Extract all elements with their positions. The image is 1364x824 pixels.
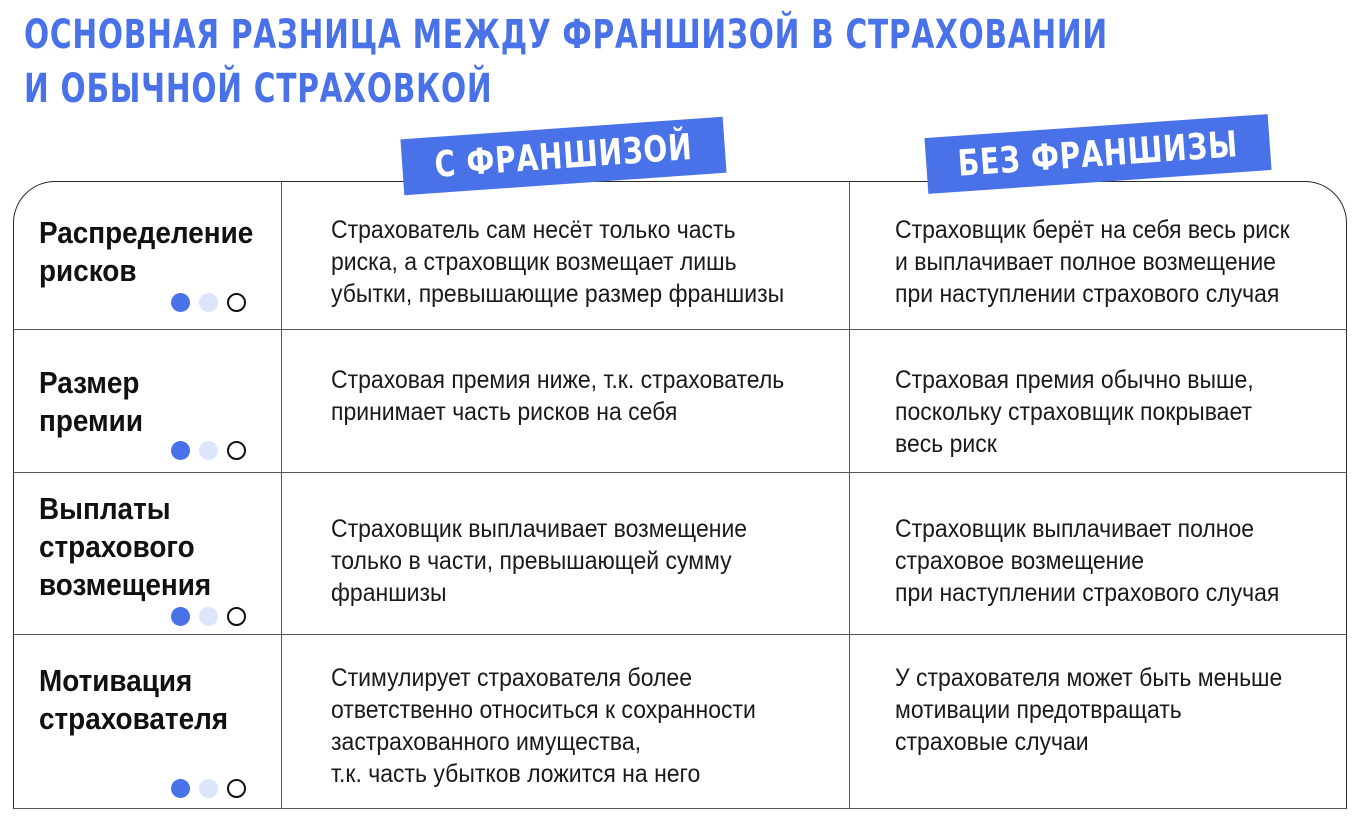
cell-without-compensation-payments: Страховщик выплачивает полное страховое возмещение при наступлении страхового случая	[895, 515, 1280, 607]
cell-without-premium-size: Страховая премия обычно выше, поскольку страховщик покрывает весь риск	[895, 366, 1254, 458]
rating-dot-outline-icon	[227, 293, 246, 312]
page-title-line-1: ОСНОВНАЯ РАЗНИЦА МЕЖДУ ФРАНШИЗОЙ В СТРАХОВАНИИ	[24, 12, 1108, 58]
rating-dot-filled-icon	[171, 779, 190, 798]
rating-dots	[171, 293, 246, 312]
rating-dot-light-icon	[199, 441, 218, 460]
row-label-premium-size: Размер премии	[39, 365, 143, 438]
rating-dot-light-icon	[199, 293, 218, 312]
column-divider-2	[849, 181, 850, 809]
page-title-line-2: И ОБЫЧНОЙ СТРАХОВКОЙ	[24, 66, 493, 112]
cell-without-policyholder-motivation: У страхователя может быть меньше мотивации предотвращать страховые случаи	[895, 664, 1283, 756]
rating-dot-outline-icon	[227, 607, 246, 626]
cell-with-compensation-payments: Страховщик выплачивает возмещение только в части, превышающей сумму франшизы	[331, 515, 748, 607]
cell-with-premium-size: Страховая премия ниже, т.к. страхователь принимает часть рисков на себя	[331, 366, 785, 426]
rating-dot-outline-icon	[227, 441, 246, 460]
rating-dot-light-icon	[199, 607, 218, 626]
rating-dot-light-icon	[199, 779, 218, 798]
cell-with-risk-distribution: Страхователь сам несёт только часть риска, а страховщик возмещает лишь убытки, превышающие размер франшизы	[331, 216, 785, 308]
row-label-compensation-payments: Выплаты страхового возмещения	[39, 491, 212, 602]
rating-dots	[171, 779, 246, 798]
row-label-risk-distribution: Распределение рисков	[39, 215, 254, 288]
column-header-without-deductible-label: БЕЗ ФРАНШИЗЫ	[956, 123, 1240, 185]
cell-without-risk-distribution: Страховщик берёт на себя весь риск и выплачивает полное возмещение при наступлении страхового случая	[895, 216, 1290, 308]
column-header-with-deductible-label: С ФРАНШИЗОЙ	[433, 126, 694, 186]
rating-dot-filled-icon	[171, 607, 190, 626]
rating-dots	[171, 607, 246, 626]
cell-with-policyholder-motivation: Стимулирует страхователя более ответственно относиться к сохранности застрахованного имущества, т.к. часть убытков ложится на него	[331, 664, 756, 788]
row-divider-2	[13, 472, 1347, 473]
rating-dots	[171, 441, 246, 460]
row-divider-3	[13, 634, 1347, 635]
column-divider-1	[281, 181, 282, 809]
page-title	[24, 8, 1108, 116]
rating-dot-filled-icon	[171, 293, 190, 312]
row-divider-bottom	[13, 808, 1347, 809]
rating-dot-outline-icon	[227, 779, 246, 798]
rating-dot-filled-icon	[171, 441, 190, 460]
row-label-policyholder-motivation: Мотивация страхователя	[39, 663, 229, 736]
row-divider-1	[13, 329, 1347, 330]
